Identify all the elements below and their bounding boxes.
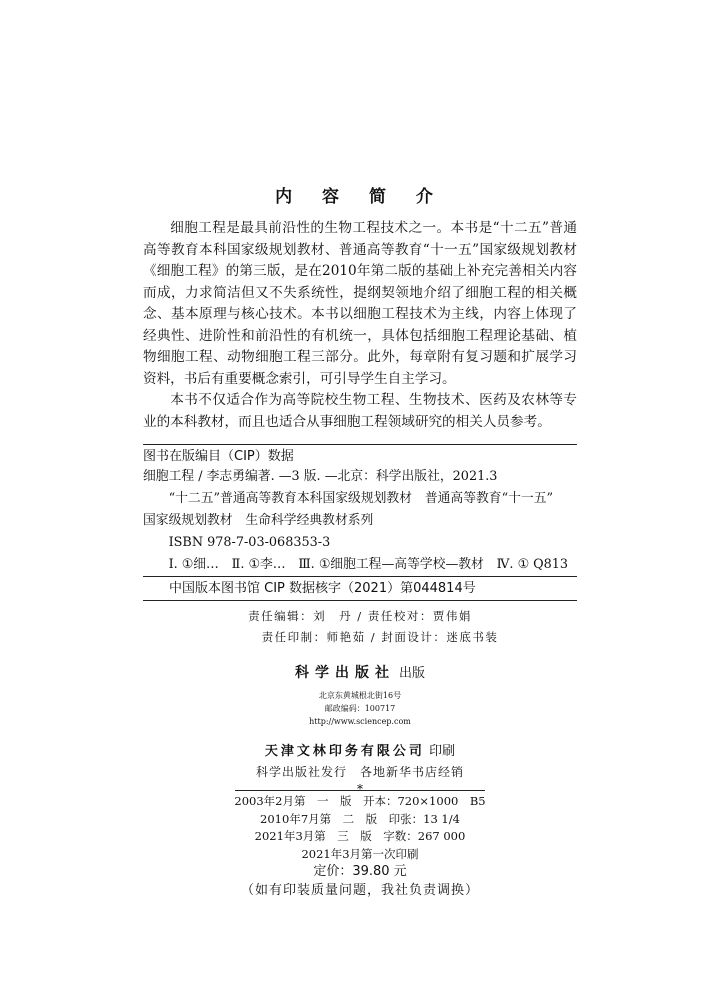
cip-title-line: 细胞工程 / 李志勇编著. —3 版. —北京：科学出版社，2021.3 (143, 469, 498, 484)
summary-paragraph: 本书不仅适合作为高等院校生物工程、生物技术、医药及农林等专业的本科教材，而且也适合从事细胞工程领域研究的相关人员参考。 (143, 392, 577, 430)
publisher-block (0, 662, 720, 796)
summary-paragraph: 细胞工程是最具前沿性的生物工程技术之一。本书是“十二五”普通高等教育本科国家级规划教材、普通高等教育“十一五”国家级规划教材《细胞工程》的第三版，是在2010年第二版的基础上补充完善相关内容而成，力求简洁但又不失系统性，提纲契领地介绍了细胞工程的相关概念、基本原理与核心技术。本书以细胞工程技术为主线，内容上体现了经典性、进阶性和前沿性的有机统一，具体包括细胞工程理论基础、植物细胞工程、动物细胞工程三部分。此外，每章附有复习题和扩展学习资料，书后有重要概念索引，可引导学生自主学习。 (143, 220, 577, 387)
staff-line-printing: 责任印制：师艳茹 / 封面设计：迷底书装 (261, 630, 499, 644)
price: 定价：39.80 元 (313, 864, 407, 879)
staff-credits (0, 606, 720, 648)
printer-line (0, 740, 720, 759)
cip-header: 图书在版编目（CIP）数据 (143, 449, 294, 464)
printer-suffix: 印刷 (429, 744, 456, 759)
summary-text (143, 218, 577, 433)
publisher-address: 北京东黄城根北街16号 (318, 691, 402, 700)
printer-name: 天津文林印务有限公司 (264, 744, 425, 759)
cip-body (143, 466, 577, 576)
publisher-postcode: 邮政编码：100717 (324, 704, 396, 713)
distribution-line: 科学出版社发行 各地新华书店经销 (255, 765, 464, 779)
cip-block (143, 444, 577, 601)
cip-classification: Ⅰ. ①细… Ⅱ. ①李… Ⅲ. ①细胞工程—高等学校—教材 Ⅳ. ① Q813 (168, 557, 569, 572)
quality-notice: （如有印装质量问题，我社负责调换） (240, 883, 479, 898)
edition-row: 2003年2月第 一 版 开本：720×1000 B5 (234, 794, 486, 808)
cip-isbn: ISBN 978-7-03-068353-3 (168, 535, 331, 550)
edition-row: 2010年7月第 二 版 印张：13 1/4 (260, 811, 460, 826)
cip-series-line-cont: 国家级规划教材 生命科学经典教材系列 (143, 513, 374, 528)
publisher-website: http://www.sciencep.com (309, 717, 411, 726)
cip-top-rule (143, 444, 577, 445)
edition-row: 2021年3月第 三 版 字数：267 000 (254, 829, 466, 843)
summary-heading: 内 容 简 介 (275, 187, 445, 207)
cip-series-line: “十二五”普通高等教育本科国家级规划教材 普通高等教育“十一五” (168, 491, 554, 506)
cip-record-number: 中国版本图书馆 CIP 数据核字（2021）第044814号 (169, 581, 476, 596)
separator-asterisk: * (357, 782, 363, 796)
publisher-logo-text: 科学出版社 (294, 665, 395, 681)
printing-line: 2021年3月第一次印刷 (301, 846, 419, 861)
edition-top-rule (235, 790, 485, 791)
edition-block (0, 790, 720, 901)
cip-mid-rule (143, 576, 577, 577)
cip-bottom-rule (143, 600, 577, 601)
staff-line-editors: 责任编辑：刘 丹 / 责任校对：贾伟娟 (248, 609, 472, 623)
publisher-suffix: 出版 (398, 666, 425, 681)
